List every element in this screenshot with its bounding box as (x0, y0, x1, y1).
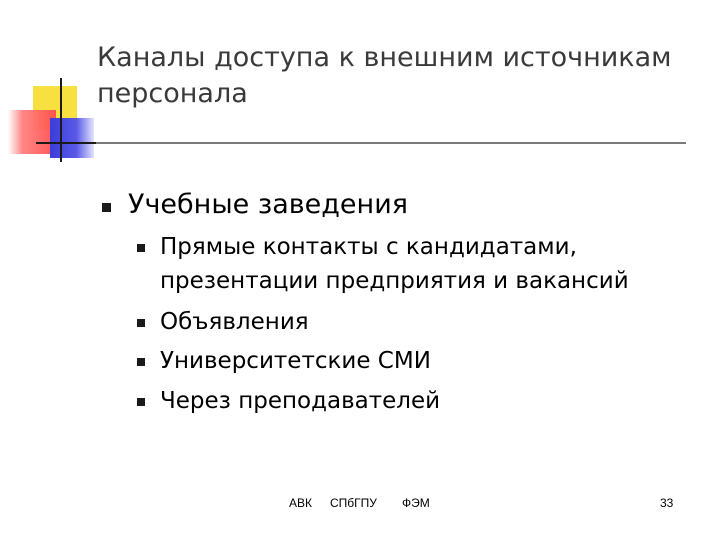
sub-bullet-3: Университетские СМИ (160, 348, 431, 374)
sub-bullet-square-icon (137, 398, 145, 406)
footer-center: СПбГПУ (330, 496, 377, 510)
decorative-blue-square (50, 118, 94, 158)
page-number: 33 (660, 496, 674, 510)
sub-bullet-square-icon (137, 358, 145, 366)
bullet-square-icon (102, 203, 111, 212)
title-line-2: персонала (97, 78, 248, 109)
title-line-1: Каналы доступа к внешним источникам (97, 42, 672, 73)
bullet-main: Учебные заведения (128, 189, 408, 220)
sub-bullet-2: Объявления (160, 309, 309, 335)
sub-bullet-1-line-2: презентации предприятия и вакансий (160, 268, 629, 294)
title-underline (96, 142, 686, 144)
slide-title (97, 40, 707, 112)
sub-bullet-1-line-1: Прямые контакты с кандидатами, (160, 234, 577, 260)
decorative-vertical-line (60, 78, 62, 162)
sub-bullet-square-icon (137, 244, 145, 252)
sub-bullet-4: Через преподавателей (160, 388, 441, 414)
decorative-red-square (8, 110, 56, 154)
sub-bullet-square-icon (137, 319, 145, 327)
footer-left: АВК (289, 496, 312, 510)
footer-right: ФЭМ (402, 496, 430, 510)
decorative-horizontal-line (36, 142, 96, 144)
